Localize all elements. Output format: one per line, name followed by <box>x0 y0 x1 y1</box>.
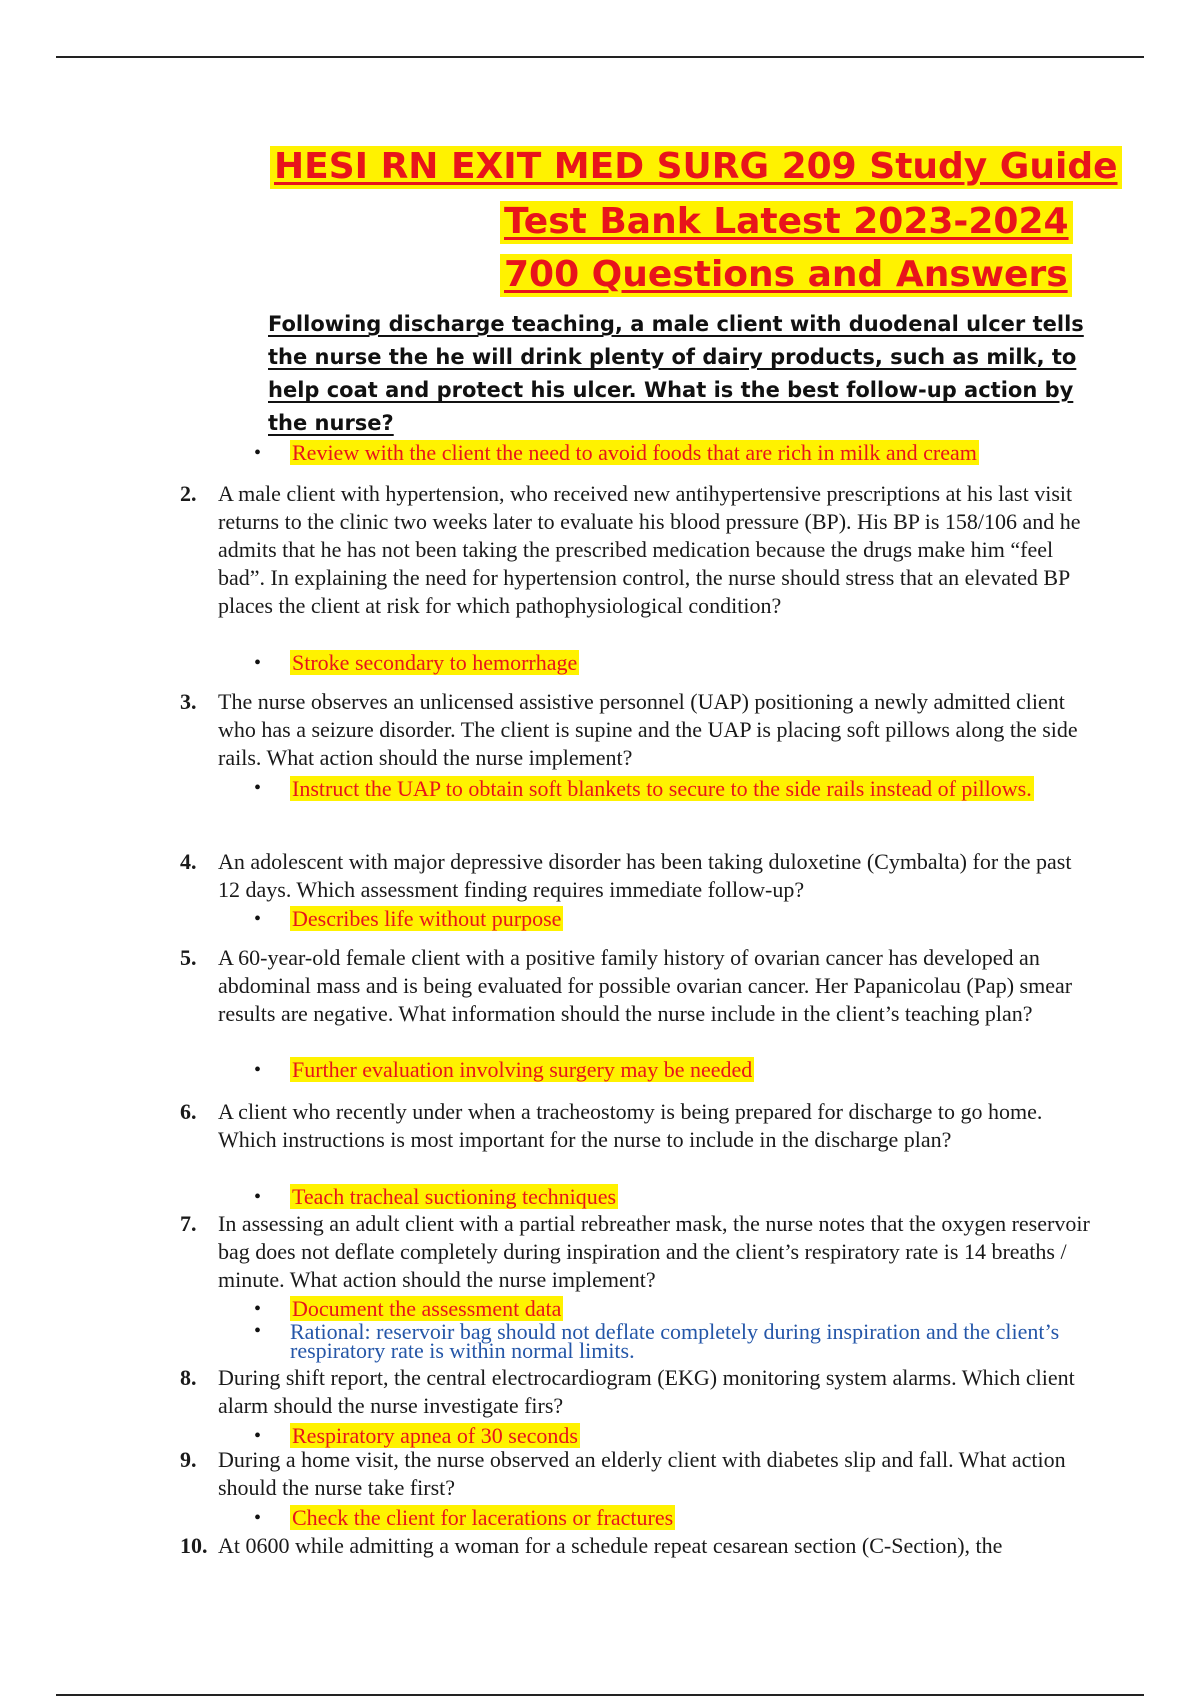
question-9 <box>180 1446 1098 1502</box>
question-8 <box>180 1364 1098 1420</box>
answer-text: Further evaluation involving surgery may be needed <box>292 1057 753 1082</box>
title-line-3: 700 Questions and Answers <box>500 254 1072 297</box>
bullet-icon: • <box>254 652 262 674</box>
bullet-icon: • <box>254 1507 262 1529</box>
rationale-text: Rational: reservoir bag should not deflate completely during inspiration and the client’s respiratory rate is within normal limits. <box>290 1319 1060 1363</box>
question-number: 7. <box>180 1211 197 1236</box>
question-7 <box>180 1210 1098 1294</box>
answer-text: Check the client for lacerations or fractures <box>292 1505 674 1530</box>
question-text: An adolescent with major depressive disorder has been taking duloxetine (Cymbalta) for the past 12 days. Which assessment finding requires immediate follow-up? <box>218 849 1072 902</box>
answer-item <box>254 440 979 465</box>
question-number: 5. <box>180 945 197 970</box>
question-number: 9. <box>180 1447 197 1472</box>
answer-item <box>254 1505 675 1530</box>
answer-item <box>254 906 563 931</box>
question-2 <box>180 480 1098 620</box>
question-10 <box>180 1532 1098 1560</box>
footer-rule <box>56 1694 1144 1696</box>
answer-item <box>254 1296 563 1321</box>
bullet-icon: • <box>254 1059 262 1081</box>
question-6 <box>180 1098 1098 1154</box>
question-text: The nurse observes an unlicensed assistive personnel (UAP) positioning a newly admitted client who has a seizure disorder. The client is supine and the UAP is placing soft pillows along the side rails. What action should the nurse implement? <box>218 689 1078 770</box>
bullet-icon: • <box>254 1298 262 1320</box>
question-number: 4. <box>180 849 197 874</box>
bullet-icon: • <box>254 908 262 930</box>
question-5 <box>180 944 1098 1028</box>
answer-item <box>254 1057 754 1082</box>
title-line-2: Test Bank Latest 2023-2024 <box>500 201 1073 244</box>
question-number: 8. <box>180 1365 197 1390</box>
answer-item <box>254 776 1050 801</box>
question-1-text: Following discharge teaching, a male client with duodenal ulcer tells the nurse the he will drink plenty of dairy products, such as milk, to help coat and protect his ulcer. What is the best follow-up action by the nurse? <box>268 312 1084 435</box>
bullet-icon: • <box>254 442 262 464</box>
answer-text: Review with the client the need to avoid foods that are rich in milk and cream <box>292 440 977 465</box>
rationale-item <box>254 1319 1090 1363</box>
question-text: During shift report, the central electrocardiogram (EKG) monitoring system alarms. Which client alarm should the nurse investigate firs? <box>218 1365 1075 1418</box>
question-number: 10. <box>180 1533 208 1558</box>
question-text: During a home visit, the nurse observed an elderly client with diabetes slip and fall. What action should the nurse take first? <box>218 1447 1066 1500</box>
answer-text: Respiratory apnea of 30 seconds <box>292 1423 578 1448</box>
answer-text: Teach tracheal suctioning techniques <box>292 1184 617 1209</box>
question-number: 6. <box>180 1099 197 1124</box>
question-text: In assessing an adult client with a partial rebreather mask, the nurse notes that the oxygen reservoir bag does not deflate completely during inspiration and the client’s respiratory rate is 14 breaths / minute. What action should the nurse implement? <box>218 1211 1090 1292</box>
question-text: A male client with hypertension, who received new antihypertensive prescriptions at his last visit returns to the clinic two weeks later to evaluate his blood pressure (BP). His BP is 158/106 and he admits that he has not been taking the prescribed medication because the drugs make him “feel bad”. In explaining the need for hypertension control, the nurse should stress that an elevated BP places the client at risk for which pathophysiological condition? <box>218 481 1081 618</box>
title-line-1: HESI RN EXIT MED SURG 209 Study Guide <box>270 146 1122 189</box>
question-text: At 0600 while admitting a woman for a schedule repeat cesarean section (C-Section), the <box>218 1533 1003 1558</box>
question-3 <box>180 688 1098 772</box>
bullet-icon: • <box>254 1320 262 1342</box>
answer-item <box>254 650 579 675</box>
answer-text: Document the assessment data <box>292 1296 562 1321</box>
answer-text: Describes life without purpose <box>292 906 562 931</box>
answer-item <box>254 1184 618 1209</box>
answer-item <box>254 1423 580 1448</box>
question-text: A client who recently under when a tracheostomy is being prepared for discharge to go home. Which instructions is most important for the nurse to include in the discharge plan? <box>218 1099 1043 1152</box>
bullet-icon: • <box>254 1425 262 1447</box>
header-rule <box>56 56 1144 58</box>
bullet-icon: • <box>254 777 262 799</box>
answer-text: Stroke secondary to hemorrhage <box>292 650 578 675</box>
bullet-icon: • <box>254 1186 262 1208</box>
question-4 <box>180 848 1098 904</box>
question-text: A 60-year-old female client with a positive family history of ovarian cancer has developed an abdominal mass and is being evaluated for possible ovarian cancer. Her Papanicolau (Pap) smear results are negative. What information should the nurse include in the client’s teaching plan? <box>218 945 1073 1026</box>
question-number: 2. <box>180 481 197 506</box>
answer-text: Instruct the UAP to obtain soft blankets to secure to the side rails instead of pillows. <box>292 776 1032 801</box>
question-number: 3. <box>180 689 197 714</box>
